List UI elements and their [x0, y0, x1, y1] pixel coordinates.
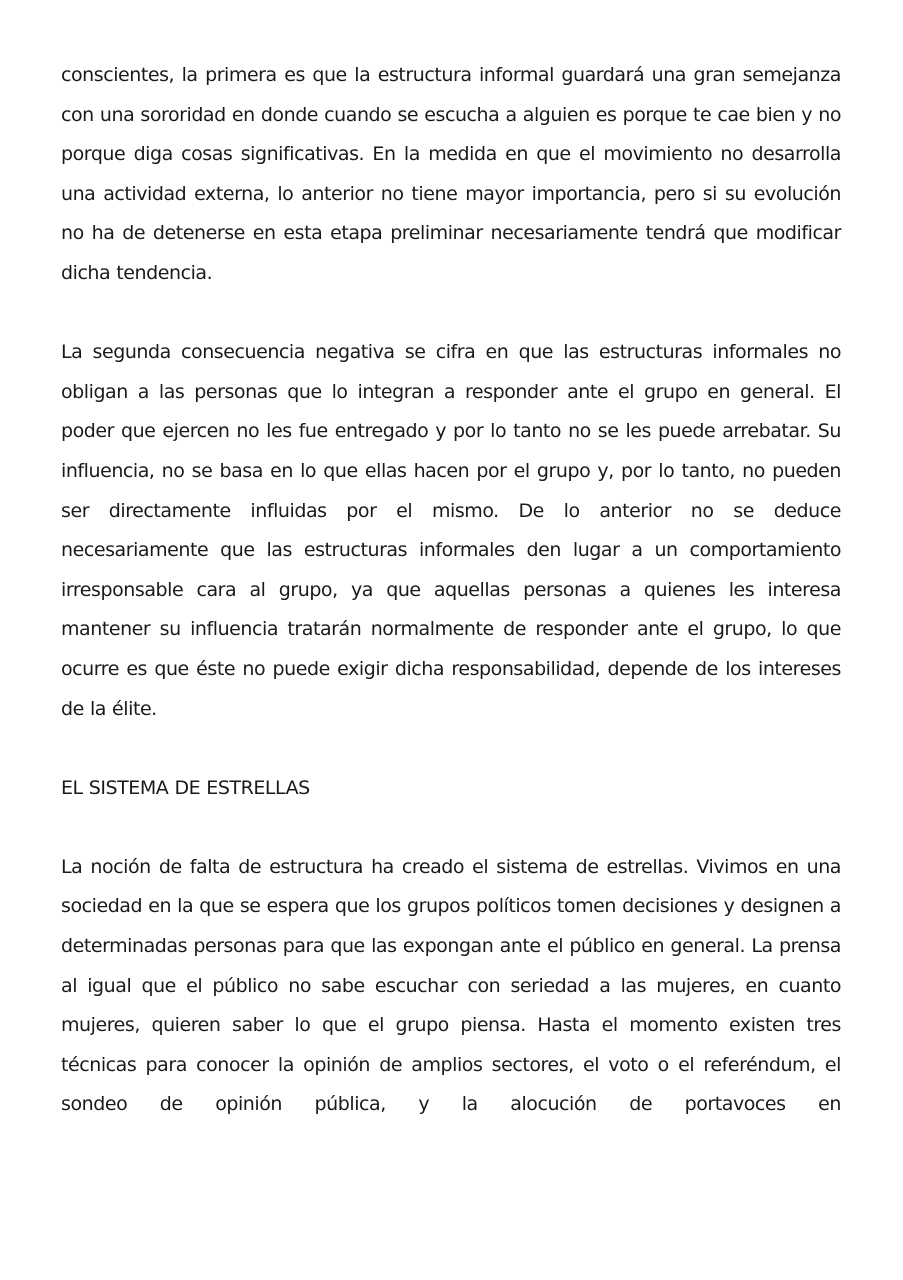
document-page: [61, 56, 841, 1125]
paragraph-1: conscientes, la primera es que la estructura informal guardará una gran semejanza con una sororidad en donde cuando se escucha a alguien es porque te cae bien y no porque diga cosas significativas. En la medida en que el movimiento no desarrolla una actividad externa, lo anterior no tiene mayor importancia, pero si su evolución no ha de detenerse en esta etapa preliminar necesariamente tendrá que modificar dicha tendencia.: [61, 64, 841, 284]
paragraph-3: La noción de falta de estructura ha creado el sistema de estrellas. Vivimos en una sociedad en la que se espera que los grupos políticos tomen decisiones y designen a determinadas personas para que las expongan ante el público en general. La prensa al igual que el público no sabe escuchar con seriedad a las mujeres, en cuanto mujeres, quieren saber lo que el grupo piensa. Hasta el momento existen tres técnicas para conocer la opinión de amplios sectores, el voto o el referéndum, el sondeo de opinión pública, y la alocución de portavoces en: [61, 855, 841, 1116]
section-heading: EL SISTEMA DE ESTRELLAS: [61, 776, 310, 799]
paragraph-2: La segunda consecuencia negativa se cifra en que las estructuras informales no obligan a las personas que lo integran a responder ante el grupo en general. El poder que ejercen no les fue entregado y por lo tanto no se les puede arrebatar. Su influencia, no se basa en lo que ellas hacen por el grupo y, por lo tanto, no pueden ser directamente influidas por el mismo. De lo anterior no se deduce necesariamente que las estructuras informales den lugar a un comportamiento irresponsable cara al grupo, ya que aquellas personas a quienes les interesa mantener su influencia tratarán normalmente de responder ante el grupo, lo que ocurre es que éste no puede exigir dicha responsabilidad, depende de los intereses de la élite.: [61, 341, 841, 720]
